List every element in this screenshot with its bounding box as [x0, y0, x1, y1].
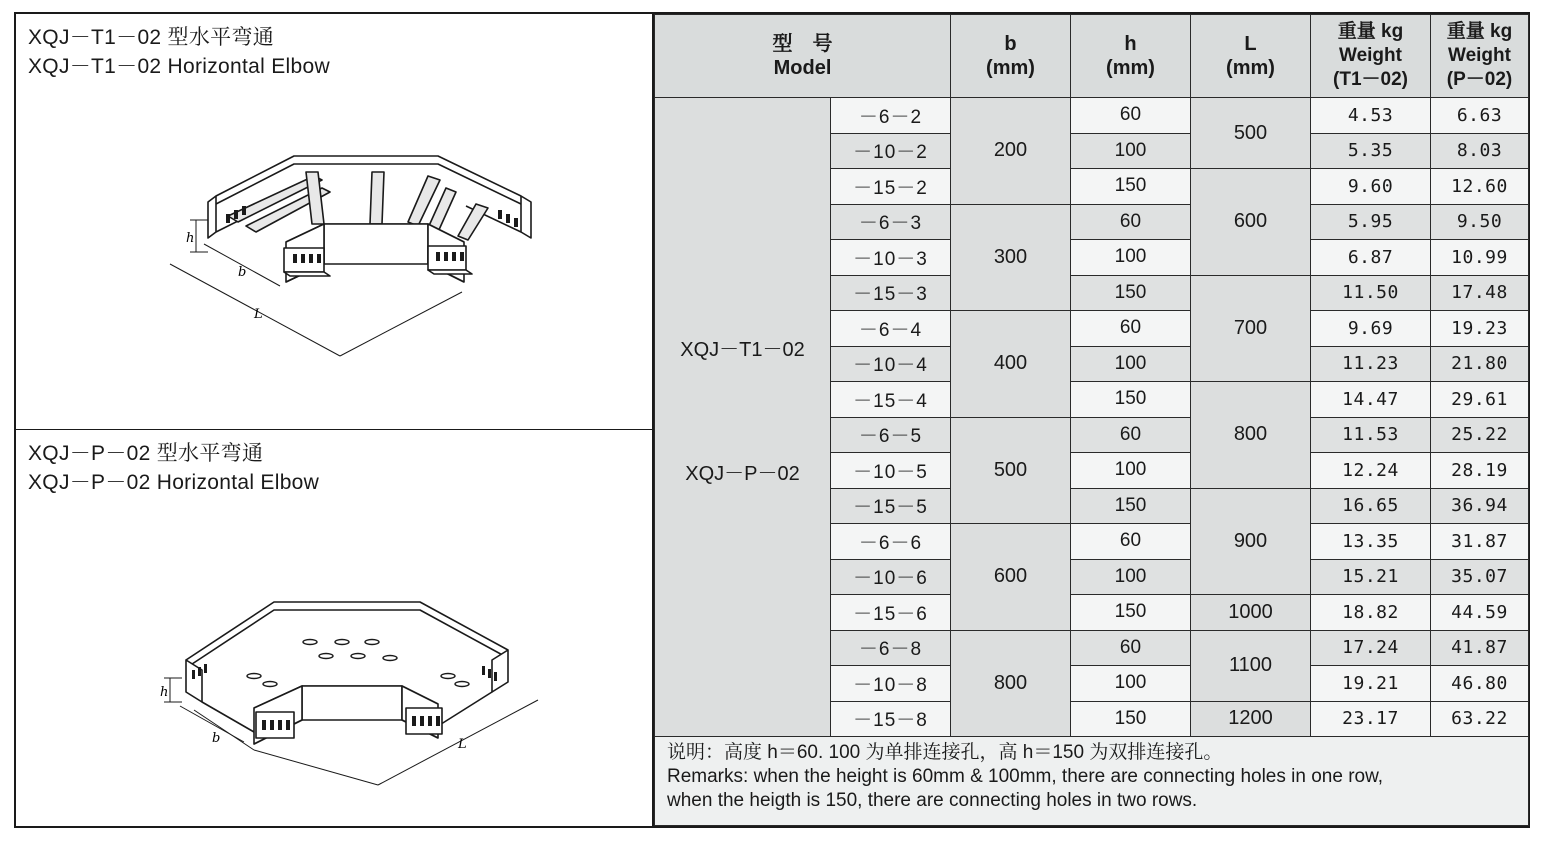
document-frame — [14, 12, 1530, 828]
model-suffix-cell: －6－6 — [831, 524, 951, 560]
model-name-t1: XQJ－T1－02 — [680, 339, 805, 361]
l-value-cell: 500 — [1191, 98, 1311, 169]
header-weight-t1-en: Weight — [1339, 45, 1402, 66]
l-value-cell: 600 — [1191, 169, 1311, 276]
model-suffix-cell: －10－3 — [831, 240, 951, 276]
model-suffix-cell: －15－3 — [831, 275, 951, 311]
spec-table-area — [654, 14, 1528, 826]
header-weight-t1-cn: 重量 kg — [1337, 21, 1404, 42]
panel-p-title-cn: XQJ－P－02 型水平弯通 — [28, 442, 264, 465]
weight-p-cell: 12.60 — [1431, 169, 1529, 205]
remark-en-line1: Remarks: when the height is 60mm & 100mm, there are connecting holes in one row, — [667, 766, 1384, 787]
h-value-cell: 150 — [1071, 701, 1191, 737]
model-suffix-cell: －15－2 — [831, 169, 951, 205]
model-suffix-cell: －15－6 — [831, 595, 951, 631]
b-value-cell: 400 — [951, 311, 1071, 418]
weight-p-cell: 29.61 — [1431, 382, 1529, 418]
header-h-label: h — [1124, 33, 1137, 55]
weight-p-cell: 36.94 — [1431, 488, 1529, 524]
model-suffix-cell: －15－5 — [831, 488, 951, 524]
weight-p-cell: 25.22 — [1431, 417, 1529, 453]
weight-t1-cell: 15.21 — [1311, 559, 1431, 595]
weight-p-cell: 41.87 — [1431, 630, 1529, 666]
panel-t1-title-cn: XQJ－T1－02 型水平弯通 — [28, 26, 275, 49]
weight-t1-cell: 5.35 — [1311, 133, 1431, 169]
drawings-column — [16, 14, 654, 826]
h-value-cell: 60 — [1071, 524, 1191, 560]
panel-t1-title-en: XQJ－T1－02 Horizontal Elbow — [28, 55, 330, 78]
table-row — [655, 98, 1529, 134]
weight-t1-cell: 18.82 — [1311, 595, 1431, 631]
header-l-label: L — [1244, 33, 1257, 55]
h-value-cell: 100 — [1071, 240, 1191, 276]
h-value-cell: 150 — [1071, 595, 1191, 631]
weight-p-cell: 9.50 — [1431, 204, 1529, 240]
model-suffix-cell: －15－4 — [831, 382, 951, 418]
weight-t1-cell: 6.87 — [1311, 240, 1431, 276]
p-dim-l-label: L — [458, 737, 467, 752]
header-l-unit: (mm) — [1226, 57, 1275, 79]
weight-p-cell: 21.80 — [1431, 346, 1529, 382]
panel-t1-elbow — [16, 14, 652, 430]
header-h-unit: (mm) — [1106, 57, 1155, 79]
l-value-cell: 800 — [1191, 382, 1311, 489]
h-value-cell: 150 — [1071, 169, 1191, 205]
panel-p-elbow — [16, 430, 652, 828]
l-value-cell: 1000 — [1191, 595, 1311, 631]
header-weight-p — [1431, 15, 1529, 98]
header-model-en: Model — [773, 57, 832, 79]
h-value-cell: 60 — [1071, 417, 1191, 453]
weight-t1-cell: 16.65 — [1311, 488, 1431, 524]
t1-dim-b-label: b — [238, 265, 247, 280]
weight-t1-cell: 11.23 — [1311, 346, 1431, 382]
model-suffix-cell: －6－8 — [831, 630, 951, 666]
h-value-cell: 100 — [1071, 559, 1191, 595]
header-weight-p-model: (P－02) — [1446, 69, 1513, 90]
model-suffix-cell: －6－2 — [831, 98, 951, 134]
header-model-cn: 型 号 — [772, 33, 833, 55]
weight-p-cell: 6.63 — [1431, 98, 1529, 134]
header-l — [1191, 15, 1311, 98]
weight-p-cell: 46.80 — [1431, 666, 1529, 702]
model-suffix-cell: －10－5 — [831, 453, 951, 489]
h-value-cell: 150 — [1071, 488, 1191, 524]
spec-table — [654, 14, 1529, 826]
weight-p-cell: 35.07 — [1431, 559, 1529, 595]
p-dim-h-label: h — [160, 685, 169, 700]
h-value-cell: 150 — [1071, 275, 1191, 311]
h-value-cell: 60 — [1071, 630, 1191, 666]
weight-t1-cell: 14.47 — [1311, 382, 1431, 418]
h-value-cell: 60 — [1071, 204, 1191, 240]
t1-ladder-elbow-drawing — [146, 144, 546, 364]
panel-p-title-en: XQJ－P－02 Horizontal Elbow — [28, 471, 320, 494]
t1-dim-l-label: L — [254, 307, 263, 322]
l-value-cell: 900 — [1191, 488, 1311, 595]
weight-p-cell: 10.99 — [1431, 240, 1529, 276]
p-dim-b-label: b — [212, 731, 221, 746]
header-weight-p-cn: 重量 kg — [1446, 21, 1513, 42]
notes-row — [655, 737, 1529, 826]
h-value-cell: 150 — [1071, 382, 1191, 418]
l-value-cell: 1200 — [1191, 701, 1311, 737]
weight-t1-cell: 4.53 — [1311, 98, 1431, 134]
weight-p-cell: 31.87 — [1431, 524, 1529, 560]
weight-p-cell: 19.23 — [1431, 311, 1529, 347]
weight-t1-cell: 11.50 — [1311, 275, 1431, 311]
t1-dim-h-label: h — [186, 231, 195, 246]
header-b-label: b — [1004, 33, 1017, 55]
header-weight-t1-model: (T1－02) — [1333, 69, 1408, 90]
weight-t1-cell: 13.35 — [1311, 524, 1431, 560]
b-value-cell: 300 — [951, 204, 1071, 311]
model-suffix-cell: －6－3 — [831, 204, 951, 240]
p-tray-elbow-drawing — [146, 580, 566, 790]
model-suffix-cell: －10－4 — [831, 346, 951, 382]
model-suffix-cell: －6－4 — [831, 311, 951, 347]
weight-p-cell: 44.59 — [1431, 595, 1529, 631]
weight-t1-cell: 9.60 — [1311, 169, 1431, 205]
remark-cn: 说明：高度 h＝60. 100 为单排连接孔，高 h＝150 为双排连接孔。 — [667, 742, 1223, 763]
weight-t1-cell: 9.69 — [1311, 311, 1431, 347]
l-value-cell: 1100 — [1191, 630, 1311, 701]
weight-p-cell: 8.03 — [1431, 133, 1529, 169]
header-h — [1071, 15, 1191, 98]
h-value-cell: 60 — [1071, 311, 1191, 347]
weight-t1-cell: 12.24 — [1311, 453, 1431, 489]
table-header-row — [655, 15, 1529, 98]
weight-t1-cell: 23.17 — [1311, 701, 1431, 737]
l-value-cell: 700 — [1191, 275, 1311, 382]
h-value-cell: 100 — [1071, 346, 1191, 382]
weight-p-cell: 28.19 — [1431, 453, 1529, 489]
b-value-cell: 800 — [951, 630, 1071, 737]
header-b-unit: (mm) — [986, 57, 1035, 79]
b-value-cell: 200 — [951, 98, 1071, 205]
table-body — [655, 98, 1529, 737]
weight-t1-cell: 19.21 — [1311, 666, 1431, 702]
header-weight-p-en: Weight — [1448, 45, 1511, 66]
b-value-cell: 500 — [951, 417, 1071, 524]
model-suffix-cell: －10－6 — [831, 559, 951, 595]
model-suffix-cell: －15－8 — [831, 701, 951, 737]
h-value-cell: 100 — [1071, 666, 1191, 702]
b-value-cell: 600 — [951, 524, 1071, 631]
remarks-cell — [655, 737, 1529, 826]
header-b — [951, 15, 1071, 98]
model-name-p: XQJ－P－02 — [685, 463, 800, 485]
weight-t1-cell: 11.53 — [1311, 417, 1431, 453]
remark-en-line2: when the heigth is 150, there are connecting holes in two rows. — [667, 790, 1198, 811]
model-suffix-cell: －10－2 — [831, 133, 951, 169]
model-cell — [655, 98, 831, 737]
model-suffix-cell: －10－8 — [831, 666, 951, 702]
weight-p-cell: 17.48 — [1431, 275, 1529, 311]
header-model — [655, 15, 951, 98]
h-value-cell: 60 — [1071, 98, 1191, 134]
model-suffix-cell: －6－5 — [831, 417, 951, 453]
weight-t1-cell: 17.24 — [1311, 630, 1431, 666]
weight-p-cell: 63.22 — [1431, 701, 1529, 737]
weight-t1-cell: 5.95 — [1311, 204, 1431, 240]
header-weight-t1 — [1311, 15, 1431, 98]
h-value-cell: 100 — [1071, 133, 1191, 169]
h-value-cell: 100 — [1071, 453, 1191, 489]
